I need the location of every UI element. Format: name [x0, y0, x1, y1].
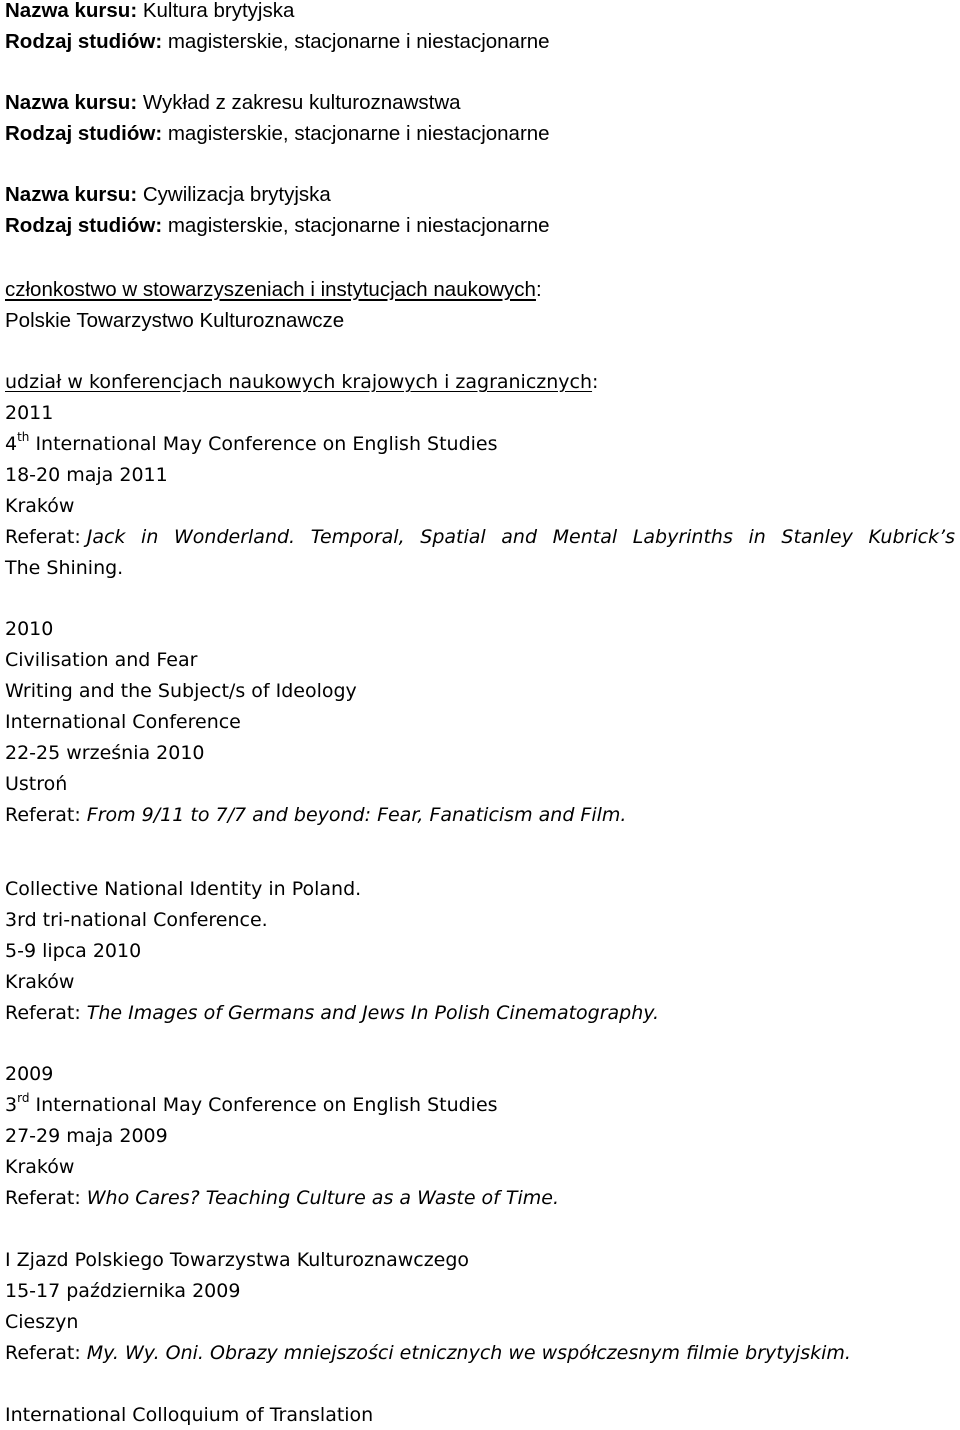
ordinal-number: 3 — [5, 1094, 18, 1116]
conference-name: I Zjazd Polskiego Towarzystwa Kulturoznawczego — [5, 1249, 470, 1271]
ordinal-number: 4 — [5, 433, 18, 455]
study-type-value: magisterskie, stacjonarne i niestacjonarne — [167, 122, 550, 145]
course-name-label: Nazwa kursu: — [5, 91, 138, 114]
conference-name: Collective National Identity in Poland. — [5, 878, 362, 900]
conference-date: 5-9 lipca 2010 — [5, 940, 142, 962]
conference-paper — [5, 1339, 851, 1367]
course-name-label: Nazwa kursu: — [5, 0, 138, 22]
study-type-label: Rodzaj studiów: — [5, 122, 163, 145]
paper-title: From 9/11 to 7/7 and beyond: Fear, Fanaticism and Film. — [86, 804, 627, 826]
study-type-value: magisterskie, stacjonarne i niestacjonarne — [167, 30, 550, 53]
paper-title: My. Wy. Oni. Obrazy mniejszości etnicznych we współczesnym filmie brytyjskim. — [86, 1342, 851, 1364]
study-type-line — [5, 120, 550, 148]
conference-title: International May Conference on English Studies — [29, 1094, 498, 1116]
study-type-value: magisterskie, stacjonarne i niestacjonarne — [167, 214, 550, 237]
study-type-line — [5, 212, 550, 240]
conference-date: 22-25 września 2010 — [5, 742, 205, 764]
course-name-line — [5, 0, 294, 25]
conference-city: Cieszyn — [5, 1311, 79, 1333]
conference-paper — [5, 801, 626, 829]
conferences-heading: udział w konferencjach naukowych krajowych i zagranicznych — [5, 371, 593, 393]
membership-colon: : — [535, 278, 542, 301]
conference-city: Kraków — [5, 971, 75, 993]
course-name-label: Nazwa kursu: — [5, 183, 138, 206]
conference-name: International Colloquium of Translation — [5, 1404, 374, 1426]
conference-name: Civilisation and Fear — [5, 649, 198, 671]
conference-year: 2010 — [5, 618, 54, 640]
conference-date: 18-20 maja 2011 — [5, 464, 168, 486]
membership-value: Polskie Towarzystwo Kulturoznawcze — [5, 309, 345, 332]
paper-label: Referat: — [5, 804, 87, 826]
ordinal-suffix: rd — [17, 1091, 30, 1105]
conference-paper — [5, 1184, 559, 1212]
conference-city: Ustroń — [5, 773, 68, 795]
paper-label: Referat: — [5, 1342, 87, 1364]
conference-year: 2011 — [5, 402, 54, 424]
conferences-colon: : — [592, 371, 599, 393]
conference-date: 15-17 października 2009 — [5, 1280, 241, 1302]
conference-city: Kraków — [5, 495, 75, 517]
conference-type: International Conference — [5, 711, 241, 733]
course-name-line — [5, 181, 331, 209]
conference-title: International May Conference on English Studies — [29, 433, 498, 455]
paper-title-continued: The Shining. — [5, 557, 124, 579]
conference-name — [5, 1091, 498, 1119]
paper-label: Referat: — [5, 526, 81, 548]
conference-paper — [5, 999, 659, 1027]
paper-title: The Images of Germans and Jews In Polish Cinematography. — [86, 1002, 660, 1024]
study-type-label: Rodzaj studiów: — [5, 214, 163, 237]
conference-name — [5, 430, 498, 458]
membership-heading-line — [5, 276, 542, 304]
conference-city: Kraków — [5, 1156, 75, 1178]
paper-title: Who Cares? Teaching Culture as a Waste of Time. — [86, 1187, 560, 1209]
conference-date: 27-29 maja 2009 — [5, 1125, 168, 1147]
course-name-value: Cywilizacja brytyjska — [142, 183, 331, 206]
course-name-value: Wykład z zakresu kulturoznawstwa — [142, 91, 461, 114]
paper-label: Referat: — [5, 1002, 87, 1024]
conference-subtitle: 3rd tri-national Conference. — [5, 909, 268, 931]
course-name-value: Kultura brytyjska — [142, 0, 295, 22]
study-type-label: Rodzaj studiów: — [5, 30, 163, 53]
conference-paper — [5, 523, 955, 551]
ordinal-suffix: th — [17, 430, 30, 444]
paper-label: Referat: — [5, 1187, 87, 1209]
paper-title: Jack in Wonderland. Temporal, Spatial and Mental Labyrinths in Stanley Kubrick’s — [86, 526, 955, 548]
conferences-heading-line — [5, 368, 598, 396]
membership-heading: członkostwo w stowarzyszeniach i instytucjach naukowych — [5, 278, 536, 301]
course-name-line — [5, 89, 461, 117]
study-type-line — [5, 28, 550, 56]
conference-subtitle: Writing and the Subject/s of Ideology — [5, 680, 357, 702]
conference-year: 2009 — [5, 1063, 54, 1085]
